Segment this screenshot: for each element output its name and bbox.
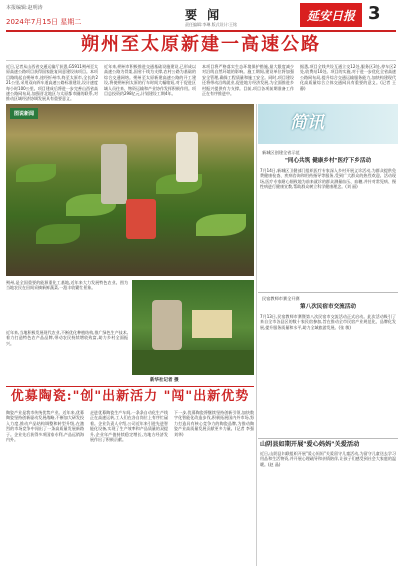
main-story-col4: 据悉,项目全线共设互通立交12处,服务区3处,停车区2处,收费站10处。项目的实施,对于进一步优化全省高速公路网布局,提升综合交通运输服务能力,加快构建现代化高质量综合立体交通网具有重要的意义。(记者 王静) xyxy=(300,64,396,91)
brief-banner-title: 简讯 xyxy=(290,113,324,133)
second-story-col3: 下一步,优募陶瓷将继续坚持创新引领,加快数字化智能化改造步伐,积极拓展国内外市场,努力打造具有核心竞争力的陶瓷品牌,为推动陶瓷产业高质量发展贡献更多力量。(记者 李强 刘华) xyxy=(174,410,254,437)
page-number: 3 xyxy=(368,3,381,24)
second-story-col1: 陶瓷产业是我市传统优势产业。近年来,优募陶瓷坚持创新驱动发展战略,不断加大研发投入力度,推动产品结构调整和转型升级,在激烈的市场竞争中闯出了一条高质量发展新路子。企业先后获得多项国家专利,产品远销海内外。 xyxy=(6,410,84,443)
brief-divider-2 xyxy=(258,438,398,439)
editor-line: 责任编辑:李琳 版式设计:王铭 xyxy=(185,22,237,27)
second-headline: 优募陶瓷:"创"出新活力 "闯"出新优势 xyxy=(10,389,250,404)
paper-name: 本报编辑:赵明涛 xyxy=(6,5,43,11)
main-photo: 图说新闻 xyxy=(6,104,254,276)
photo-caption-1: 朔州,是全国重要的能源重化工基地,近年来大力发展特色农业。图为当地农民在田间采摘新鲜蔬菜,一派丰收繁忙景象。 xyxy=(6,280,128,291)
brief2-title: 第八次民宿市交流活动 xyxy=(300,304,356,310)
main-story-col1: 近日,记者从山西省交通运输厅获悉,G5911朔州至太原高速公路项目获得国家批复同意建设该项目。本项目路线起自朔州市,途经忻州市,终至太原市,全长约221公里,采用双向四车道高速公路标准建设,设计速度每小时100公里。项目建成后将进一步完善山西省高速公路网布局,加强晋北地区与太原都市圈的联系,对推动区域经济协调发展具有重要意义。 xyxy=(6,64,98,102)
photo-credit: 新华社记者 摄 xyxy=(150,378,179,383)
issue-date: 2024年7月15日 星期二 xyxy=(6,18,82,26)
headline-rule xyxy=(6,60,396,61)
header-rule xyxy=(6,30,396,32)
brief2-text: 7月13日,民宿教师市赛暨第八次民宿市交流活动正式启动。此次活动吸引了来自全市各县区的数十家民宿参加,旨在推动全市民宿产业规范化、品牌化发展,提升服务质量和水平,助力全域旅游发展。(张 敏) xyxy=(260,314,396,330)
photo-caption-2: 近年来,当地积极发展现代农业,不断优化种植结构,推广绿色生产技术,着力打造特色农产品品牌,带动农民持续增收致富,助力乡村全面振兴。 xyxy=(6,330,128,346)
column-divider xyxy=(256,104,257,566)
second-story-col2: 走进优募陶瓷生产车间,一条条自动化生产线正在高速运转,工人们在各自岗位上有序忙碌着。企业负责人介绍,公司近年来引进先进智能化设备,实现了生产效率和产品质量的双提升,企业年产值持续稳定增长,为地方经济发展作出了积极贡献。 xyxy=(90,410,168,443)
newspaper-logo: 延安日报 xyxy=(300,3,362,27)
brief2-tag: 民宿教师市赛全开赛 xyxy=(262,296,300,301)
main-story-col3: 本项目将严格落实生态环境保护措施,最大限度减少对沿线自然环境的影响。施工期间,建设单位将加强安全管理,确保工程质量和施工安全。同时,项目建设还将带动沿线就业,促进地方经济发展,为全面推进乡村振兴提供有力支撑。目前,项目各项前期准备工作正在有序推进中。 xyxy=(202,64,294,97)
main-headline: 朔州至太原新建一高速公路 xyxy=(81,34,321,55)
main-story-col2: 近年来,朔州市积极推进交通基础设施建设,已形成以高速公路为骨架,国省干线为支撑,农村公路为基础的综合交通网络。朔州至太原新建高速公路的开工建设,将使朔州到太原的行车时间大幅缩短,对于促进区域人员往来、物资运输和产业协作发挥积极作用。项目总投资约298亿元,计划建设工期4年。 xyxy=(104,64,196,97)
brief-divider-1 xyxy=(258,292,398,293)
second-headline-rule xyxy=(6,386,254,387)
brief3-text: 近日,山阴县妇联组织开展"爱心妈妈"关爱留守儿童活动,为留守儿童送去学习用品和生活物资,并开展心理疏导和亲情陪伴,让孩子们感受到社会大家庭的温暖。(赵 晶) xyxy=(260,451,396,467)
brief-banner xyxy=(258,104,398,144)
brief1-tag: 新城区创建全省示范 xyxy=(262,150,300,155)
secondary-photo xyxy=(132,280,254,375)
brief1-title: "同心共筑 健康乡村"医疗下乡活动 xyxy=(284,158,372,164)
brief3-tag: 山阴县如期开展"爱心妈妈"关爱活动 xyxy=(260,441,360,448)
section-title: 要 闻 xyxy=(185,8,223,22)
brief1-text: 7月14日,新城区卫健部门组织医疗专家深入乡村开展义诊活动,为群众提供免费健康检查、疾病咨询和用药指导等服务,受到广大群众的热烈欢迎。活动现场,医疗专家耐心细致地为前来就诊的群众测量血压、血糖,并针对常见病、慢性病进行健康宣教,帮助群众树立科学健康理念。(刘 丽) xyxy=(260,168,396,190)
